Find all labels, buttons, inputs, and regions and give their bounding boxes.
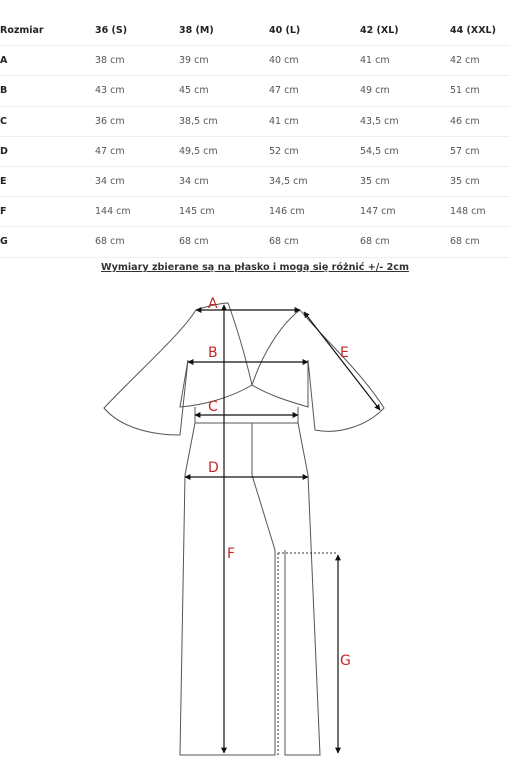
label-c: C [208,399,218,415]
table-row [0,46,510,76]
header-40: 40 (L) [269,16,360,46]
label-f: F [227,546,236,562]
table-cell: 68 cm [360,227,450,257]
table-cell: 42 cm [450,46,510,76]
label-d: D [208,460,219,476]
size-table [0,16,510,258]
right-sleeve [300,310,384,431]
table-cell: 35 cm [450,166,510,196]
table-cell: 39 cm [179,46,269,76]
table-cell: 146 cm [269,197,360,227]
table-cell: 68 cm [179,227,269,257]
row-label: D [0,136,95,166]
measurement-note: Wymiary zbierane są na płasko i mogą się różnić +/- 2cm [101,262,409,273]
arrow-e [304,312,380,410]
header-36: 36 (S) [95,16,179,46]
table-cell: 41 cm [269,106,360,136]
table-cell: 41 cm [360,46,450,76]
label-a: A [208,296,218,312]
neckline [196,303,300,385]
row-label: F [0,197,95,227]
table-cell: 36 cm [95,106,179,136]
table-cell: 145 cm [179,197,269,227]
g-guide-lines [278,553,338,755]
row-label: B [0,76,95,106]
table-row [0,166,510,196]
header-42: 42 (XL) [360,16,450,46]
header-38: 38 (M) [179,16,269,46]
garment-outline [104,303,384,755]
table-row [0,227,510,257]
row-label: C [0,106,95,136]
row-label: A [0,46,95,76]
table-cell: 52 cm [269,136,360,166]
label-b: B [208,345,218,361]
table-cell: 34,5 cm [269,166,360,196]
table-cell: 35 cm [360,166,450,196]
slit-line [252,423,275,550]
table-cell: 47 cm [95,136,179,166]
table-cell: 38 cm [95,46,179,76]
bodice [180,360,308,407]
table-cell: 47 cm [269,76,360,106]
table-cell: 51 cm [450,76,510,106]
table-cell: 43,5 cm [360,106,450,136]
jumpsuit-diagram [0,285,510,763]
table-cell: 43 cm [95,76,179,106]
table-cell: 46 cm [450,106,510,136]
table-row [0,197,510,227]
table-cell: 45 cm [179,76,269,106]
table-row [0,106,510,136]
table-cell: 34 cm [179,166,269,196]
table-cell: 34 cm [95,166,179,196]
header-size: Rozmiar [0,16,95,46]
table-cell: 147 cm [360,197,450,227]
left-sleeve [104,310,196,435]
table-cell: 57 cm [450,136,510,166]
table-cell: 54,5 cm [360,136,450,166]
measurement-arrows [185,305,380,753]
table-header-row [0,16,510,46]
table-cell: 49,5 cm [179,136,269,166]
table-row [0,76,510,106]
row-label: G [0,227,95,257]
table-row [0,136,510,166]
label-e: E [340,345,349,361]
legs [180,423,320,755]
table-cell: 49 cm [360,76,450,106]
table-cell: 68 cm [450,227,510,257]
table-cell: 68 cm [269,227,360,257]
header-44: 44 (XXL) [450,16,510,46]
table-cell: 38,5 cm [179,106,269,136]
table-cell: 148 cm [450,197,510,227]
table-cell: 40 cm [269,46,360,76]
row-label: E [0,166,95,196]
table-cell: 144 cm [95,197,179,227]
label-g: G [340,653,351,669]
table-cell: 68 cm [95,227,179,257]
